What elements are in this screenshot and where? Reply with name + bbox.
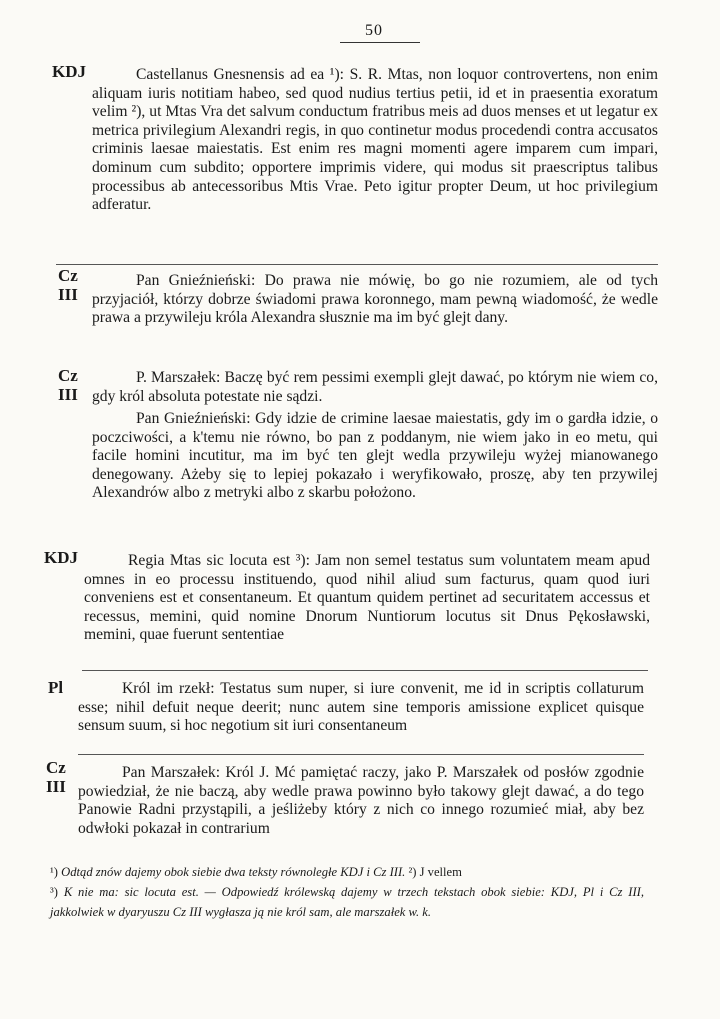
paragraph-marszalek bbox=[92, 369, 658, 406]
siglum-kdj: KDJ bbox=[52, 62, 86, 81]
section-divider bbox=[56, 264, 658, 265]
paragraph-text: Castellanus Gnesnensis ad ea ¹): S. R. Mtas, non loquor controvertens, non enim aliquam iuris notitiam habeo, sed quod nudius tertius petii, id et in praesentia exoratum velim ²), ut Mtas Vra det salvum conductum fratribus meis ad duos menses et ut legatur ex metrica privilegium Alexandri regis, in quo continetur modus procedendi contra accusatos criminis laesae maiestatis. Est enim res magni momenti agere imparem cum impari, dominum cum subdito; opportere imprimis videre, qui modus sit praescriptus talibus processibus ab antecessoribus Mtis Vrae. Peto igitur propter Deum, ut hoc privilegium adferatur. bbox=[92, 66, 658, 214]
section-divider bbox=[82, 670, 648, 671]
siglum-pl: Pl bbox=[48, 678, 64, 697]
footnote-marker: ²) bbox=[408, 865, 417, 879]
paragraph-text: Król im rzekł: Testatus sum nuper, si iure convenit, me id in scriptis collaturum esse; nihil defuit neque deerit; nunc autem sine temporis amissione explicet quisque sensum suum, si hoc negotium sit iuri consentaneum bbox=[78, 680, 644, 735]
paragraph-text: P. Marszałek: Baczę być rem pessimi exempli glejt dawać, po którym nie wiem co, gdy król absoluta potestate nie sądzi. bbox=[92, 369, 658, 405]
siglum-cz-iii: Cz III bbox=[46, 758, 66, 796]
paragraph-marszalek-2 bbox=[78, 764, 644, 838]
paragraph-text: Pan Marszałek: Król J. Mć pamiętać raczy, jako P. Marszałek od posłów zgodnie powiedział, że nie baczą, aby wedle prawa powinno było takowy glejt dawać, a do tego Panowie Radni przystąpili, a jeśliżeby który z nich co innego rozumieć miał, aby bez odwłoki pokazał in contrarium bbox=[78, 764, 644, 837]
paragraph-gnieznienski-2 bbox=[92, 410, 658, 503]
paragraph-text: Pan Gnieźnieński: Do prawa nie mówię, bo go nie rozumiem, ale od tych przyjaciół, którzy dobrze świadomi prawa koronnego, mam pewną wiadomość, że wedle prawa a przywileju króla Alexandra słusznie ma im być glejt dany. bbox=[92, 272, 658, 327]
footnote-marker: ³) bbox=[50, 885, 58, 899]
footnote-1: Odtąd znów dajemy obok siebie dwa teksty równoległe KDJ i Cz III. bbox=[61, 865, 406, 879]
page-number-rule bbox=[340, 42, 420, 43]
paragraph-text: Pan Gnieźnieński: Gdy idzie de crimine laesae maiestatis, gdy im o gardła idzie, o poczciwości, a k'temu nie równo, bo pan z poddanym, nie wiem jako in eo metu, qui facile homini incutitur, ma im być ten glejt wedla przywileju wyżej mianowanego denegowany. Ażeby się to lepiej pokazało i weryfikowało, proszę, aby ten przywilej Alexandrów albo z metryki albo z skarbu położono. bbox=[92, 410, 658, 502]
paragraph-gnieznienski bbox=[92, 272, 658, 328]
siglum-kdj: KDJ bbox=[44, 548, 78, 567]
section-divider bbox=[78, 754, 644, 755]
siglum-cz-iii: Cz III bbox=[58, 266, 78, 304]
paragraph-regia-mtas bbox=[84, 552, 650, 645]
siglum-cz-iii: Cz III bbox=[58, 366, 78, 404]
page-number: 50 bbox=[365, 22, 383, 39]
footnote-2: J vellem bbox=[419, 865, 462, 879]
footnote-3: K nie ma: sic locuta est. — Odpowiedź królewską dajemy w trzech tekstach obok siebie: KDJ, Pl i Cz III, jakkolwiek w dyaryuszu Cz III wygłasza ją nie król sam, ale marszałek w. k. bbox=[50, 885, 644, 919]
paragraph-krol bbox=[78, 680, 644, 736]
footnote-marker: ¹) bbox=[50, 865, 58, 879]
paragraph-text: Regia Mtas sic locuta est ³): Jam non semel testatus sum voluntatem meam apud omnes in eo processu instituendo, quod nihil aliud sum facturus, quam quod iuri conveniens est et consentaneum. Et quantum quidem pertinet ad securitatem accessus et recessus, memini, quid nomine Dnorum Nuntiorum locutus sit Dnus Pękosławski, memini, quae fuerunt sententiae bbox=[84, 552, 650, 644]
paragraph-castellanus bbox=[92, 66, 658, 215]
footnotes bbox=[50, 862, 644, 922]
